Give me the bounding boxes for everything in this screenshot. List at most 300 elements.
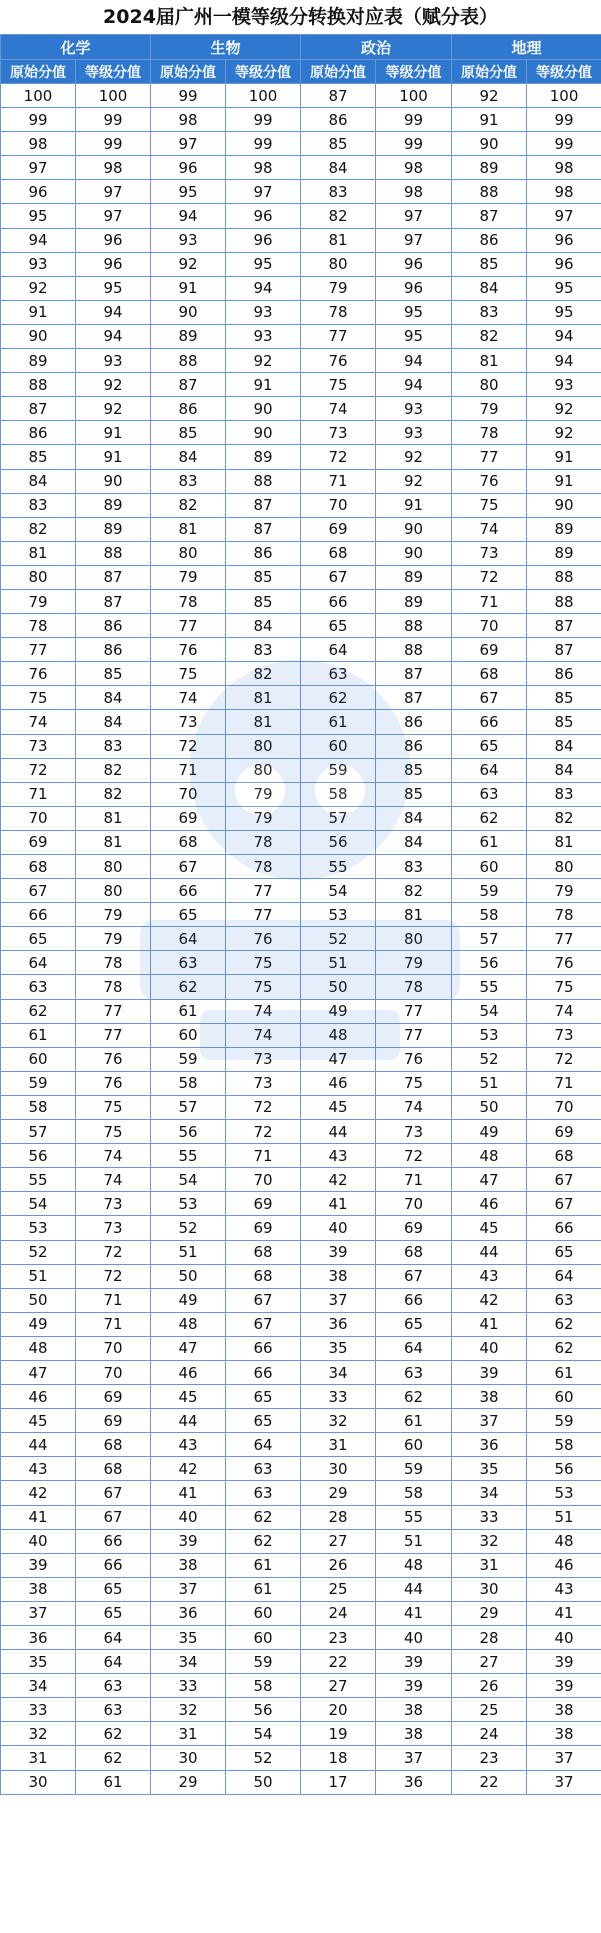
chemistry-grade-cell: 95 [76,276,151,300]
geography-raw-cell: 56 [452,951,527,975]
geography-raw-cell: 54 [452,999,527,1023]
chemistry-grade-cell: 93 [76,349,151,373]
geography-raw-cell: 47 [452,1168,527,1192]
table-body [1,84,601,1795]
chemistry-raw-cell: 78 [1,614,76,638]
grade-score-header: 等级分值 [76,60,151,84]
chemistry-raw-cell: 76 [1,662,76,686]
biology-raw-cell: 73 [151,710,226,734]
chemistry-raw-cell: 85 [1,445,76,469]
geography-grade-cell: 78 [527,903,601,927]
biology-grade-cell: 90 [226,397,301,421]
politics-grade-cell: 70 [376,1192,452,1216]
biology-raw-cell: 74 [151,686,226,710]
chemistry-raw-cell: 35 [1,1650,76,1674]
geography-grade-cell: 96 [527,252,601,276]
geography-grade-cell: 88 [527,589,601,613]
geography-raw-cell: 89 [452,156,527,180]
politics-raw-cell: 50 [301,975,376,999]
geography-raw-cell: 30 [452,1577,527,1601]
geography-raw-cell: 45 [452,1216,527,1240]
politics-grade-cell: 84 [376,806,452,830]
biology-raw-cell: 44 [151,1409,226,1433]
politics-raw-cell: 32 [301,1409,376,1433]
table-row [1,1481,601,1505]
biology-raw-cell: 47 [151,1336,226,1360]
politics-grade-cell: 67 [376,1264,452,1288]
chemistry-raw-cell: 30 [1,1770,76,1794]
chemistry-grade-cell: 92 [76,397,151,421]
geography-grade-cell: 59 [527,1409,601,1433]
subject-header-geography: 地理 [452,35,601,60]
table-row [1,1626,601,1650]
table-row [1,1577,601,1601]
table-row [1,1601,601,1625]
chemistry-grade-cell: 86 [76,638,151,662]
biology-raw-cell: 67 [151,855,226,879]
politics-raw-cell: 31 [301,1433,376,1457]
geography-grade-cell: 95 [527,300,601,324]
table-row [1,830,601,854]
geography-raw-cell: 52 [452,1047,527,1071]
chemistry-grade-cell: 96 [76,252,151,276]
geography-raw-cell: 38 [452,1385,527,1409]
table-row [1,1770,601,1794]
chemistry-raw-cell: 42 [1,1481,76,1505]
biology-grade-cell: 65 [226,1385,301,1409]
politics-raw-cell: 59 [301,758,376,782]
table-row [1,710,601,734]
politics-grade-cell: 82 [376,879,452,903]
biology-raw-cell: 92 [151,252,226,276]
biology-grade-cell: 56 [226,1698,301,1722]
politics-grade-cell: 83 [376,855,452,879]
chemistry-grade-cell: 74 [76,1144,151,1168]
politics-raw-cell: 22 [301,1650,376,1674]
chemistry-raw-cell: 61 [1,1023,76,1047]
politics-raw-cell: 43 [301,1144,376,1168]
table-row [1,1047,601,1071]
chemistry-grade-cell: 73 [76,1192,151,1216]
biology-raw-cell: 84 [151,445,226,469]
geography-raw-cell: 49 [452,1120,527,1144]
chemistry-raw-cell: 90 [1,324,76,348]
politics-grade-cell: 73 [376,1120,452,1144]
chemistry-raw-cell: 60 [1,1047,76,1071]
chemistry-raw-cell: 53 [1,1216,76,1240]
biology-grade-cell: 65 [226,1409,301,1433]
chemistry-raw-cell: 43 [1,1457,76,1481]
geography-grade-cell: 90 [527,493,601,517]
politics-raw-cell: 51 [301,951,376,975]
chemistry-grade-cell: 67 [76,1505,151,1529]
chemistry-grade-cell: 65 [76,1577,151,1601]
chemistry-grade-cell: 71 [76,1288,151,1312]
biology-grade-cell: 72 [226,1095,301,1119]
politics-raw-cell: 56 [301,830,376,854]
geography-raw-cell: 87 [452,204,527,228]
politics-grade-cell: 65 [376,1312,452,1336]
biology-raw-cell: 37 [151,1577,226,1601]
table-row [1,1433,601,1457]
geography-raw-cell: 82 [452,324,527,348]
biology-grade-cell: 62 [226,1529,301,1553]
geography-raw-cell: 44 [452,1240,527,1264]
chemistry-grade-cell: 64 [76,1626,151,1650]
geography-raw-cell: 83 [452,300,527,324]
table-row [1,1674,601,1698]
biology-grade-cell: 80 [226,734,301,758]
geography-grade-cell: 64 [527,1264,601,1288]
geography-grade-cell: 76 [527,951,601,975]
politics-raw-cell: 75 [301,373,376,397]
politics-grade-cell: 81 [376,903,452,927]
geography-grade-cell: 99 [527,108,601,132]
grade-score-header: 等级分值 [376,60,452,84]
biology-raw-cell: 35 [151,1626,226,1650]
chemistry-grade-cell: 82 [76,782,151,806]
biology-grade-cell: 81 [226,686,301,710]
politics-grade-cell: 62 [376,1385,452,1409]
geography-grade-cell: 92 [527,397,601,421]
chemistry-grade-cell: 72 [76,1240,151,1264]
biology-raw-cell: 30 [151,1746,226,1770]
biology-raw-cell: 32 [151,1698,226,1722]
chemistry-grade-cell: 72 [76,1264,151,1288]
chemistry-grade-cell: 79 [76,903,151,927]
politics-raw-cell: 23 [301,1626,376,1650]
geography-grade-cell: 85 [527,686,601,710]
geography-raw-cell: 69 [452,638,527,662]
biology-grade-cell: 73 [226,1071,301,1095]
politics-grade-cell: 93 [376,397,452,421]
conversion-table [0,34,601,1795]
biology-grade-cell: 75 [226,951,301,975]
geography-raw-cell: 46 [452,1192,527,1216]
table-row [1,1457,601,1481]
politics-raw-cell: 37 [301,1288,376,1312]
geography-grade-cell: 71 [527,1071,601,1095]
geography-grade-cell: 94 [527,324,601,348]
table-row [1,1650,601,1674]
geography-raw-cell: 57 [452,927,527,951]
politics-grade-cell: 99 [376,132,452,156]
geography-raw-cell: 72 [452,565,527,589]
table-row [1,1023,601,1047]
biology-raw-cell: 96 [151,156,226,180]
politics-grade-cell: 38 [376,1698,452,1722]
biology-grade-cell: 79 [226,806,301,830]
biology-raw-cell: 49 [151,1288,226,1312]
chemistry-grade-cell: 80 [76,879,151,903]
biology-raw-cell: 69 [151,806,226,830]
geography-raw-cell: 86 [452,228,527,252]
politics-grade-cell: 41 [376,1601,452,1625]
geography-raw-cell: 70 [452,614,527,638]
politics-grade-cell: 97 [376,228,452,252]
geography-raw-cell: 58 [452,903,527,927]
geography-grade-cell: 66 [527,1216,601,1240]
geography-raw-cell: 42 [452,1288,527,1312]
politics-grade-cell: 98 [376,180,452,204]
biology-raw-cell: 66 [151,879,226,903]
biology-grade-cell: 72 [226,1120,301,1144]
geography-raw-cell: 28 [452,1626,527,1650]
biology-grade-cell: 81 [226,710,301,734]
chemistry-raw-cell: 52 [1,1240,76,1264]
biology-grade-cell: 96 [226,228,301,252]
table-row [1,324,601,348]
chemistry-grade-cell: 63 [76,1698,151,1722]
chemistry-grade-cell: 98 [76,156,151,180]
biology-grade-cell: 80 [226,758,301,782]
table-row [1,951,601,975]
politics-grade-cell: 96 [376,276,452,300]
geography-raw-cell: 48 [452,1144,527,1168]
geography-grade-cell: 92 [527,421,601,445]
geography-raw-cell: 37 [452,1409,527,1433]
table-row [1,1409,601,1433]
biology-grade-cell: 73 [226,1047,301,1071]
table-row [1,903,601,927]
politics-raw-cell: 78 [301,300,376,324]
biology-grade-cell: 63 [226,1457,301,1481]
politics-grade-cell: 76 [376,1047,452,1071]
table-row [1,108,601,132]
table-row [1,252,601,276]
biology-grade-cell: 54 [226,1722,301,1746]
chemistry-grade-cell: 99 [76,132,151,156]
politics-grade-cell: 75 [376,1071,452,1095]
politics-raw-cell: 80 [301,252,376,276]
biology-raw-cell: 68 [151,830,226,854]
chemistry-raw-cell: 73 [1,734,76,758]
chemistry-raw-cell: 36 [1,1626,76,1650]
biology-grade-cell: 60 [226,1601,301,1625]
chemistry-raw-cell: 86 [1,421,76,445]
biology-raw-cell: 39 [151,1529,226,1553]
politics-raw-cell: 19 [301,1722,376,1746]
table-row [1,156,601,180]
biology-grade-cell: 76 [226,927,301,951]
chemistry-raw-cell: 83 [1,493,76,517]
chemistry-grade-cell: 62 [76,1722,151,1746]
politics-raw-cell: 20 [301,1698,376,1722]
biology-raw-cell: 78 [151,589,226,613]
chemistry-raw-cell: 81 [1,541,76,565]
biology-raw-cell: 83 [151,469,226,493]
geography-grade-cell: 62 [527,1312,601,1336]
politics-grade-cell: 97 [376,204,452,228]
chemistry-raw-cell: 95 [1,204,76,228]
geography-raw-cell: 39 [452,1360,527,1384]
chemistry-grade-cell: 68 [76,1457,151,1481]
biology-raw-cell: 80 [151,541,226,565]
politics-raw-cell: 65 [301,614,376,638]
biology-raw-cell: 65 [151,903,226,927]
politics-raw-cell: 38 [301,1264,376,1288]
biology-grade-cell: 75 [226,975,301,999]
biology-raw-cell: 38 [151,1553,226,1577]
chemistry-raw-cell: 40 [1,1529,76,1553]
biology-raw-cell: 77 [151,614,226,638]
politics-grade-cell: 59 [376,1457,452,1481]
politics-grade-cell: 68 [376,1240,452,1264]
politics-grade-cell: 69 [376,1216,452,1240]
politics-grade-cell: 48 [376,1553,452,1577]
biology-grade-cell: 96 [226,204,301,228]
geography-grade-cell: 41 [527,1601,601,1625]
biology-raw-cell: 56 [151,1120,226,1144]
table-row [1,1168,601,1192]
table-row [1,1071,601,1095]
politics-grade-cell: 64 [376,1336,452,1360]
politics-raw-cell: 18 [301,1746,376,1770]
chemistry-grade-cell: 91 [76,421,151,445]
biology-raw-cell: 61 [151,999,226,1023]
biology-raw-cell: 63 [151,951,226,975]
biology-grade-cell: 94 [226,276,301,300]
geography-grade-cell: 67 [527,1192,601,1216]
biology-grade-cell: 67 [226,1288,301,1312]
geography-grade-cell: 87 [527,614,601,638]
table-row [1,1529,601,1553]
biology-raw-cell: 93 [151,228,226,252]
table-row [1,397,601,421]
biology-grade-cell: 61 [226,1577,301,1601]
biology-grade-cell: 66 [226,1336,301,1360]
politics-grade-cell: 85 [376,758,452,782]
biology-grade-cell: 64 [226,1433,301,1457]
biology-grade-cell: 93 [226,324,301,348]
biology-grade-cell: 87 [226,493,301,517]
politics-raw-cell: 55 [301,855,376,879]
table-row [1,855,601,879]
politics-grade-cell: 95 [376,300,452,324]
table-row [1,1144,601,1168]
geography-grade-cell: 85 [527,710,601,734]
biology-raw-cell: 41 [151,1481,226,1505]
table-row [1,349,601,373]
geography-grade-cell: 80 [527,855,601,879]
biology-raw-cell: 60 [151,1023,226,1047]
geography-grade-cell: 62 [527,1336,601,1360]
biology-grade-cell: 82 [226,662,301,686]
biology-raw-cell: 43 [151,1433,226,1457]
chemistry-grade-cell: 62 [76,1746,151,1770]
biology-grade-cell: 71 [226,1144,301,1168]
geography-raw-cell: 51 [452,1071,527,1095]
geography-raw-cell: 22 [452,1770,527,1794]
geography-grade-cell: 38 [527,1698,601,1722]
chemistry-raw-cell: 58 [1,1095,76,1119]
geography-raw-cell: 68 [452,662,527,686]
biology-grade-cell: 84 [226,614,301,638]
table-row [1,782,601,806]
biology-raw-cell: 95 [151,180,226,204]
chemistry-raw-cell: 64 [1,951,76,975]
politics-raw-cell: 47 [301,1047,376,1071]
chemistry-grade-cell: 77 [76,999,151,1023]
chemistry-grade-cell: 82 [76,758,151,782]
chemistry-grade-cell: 96 [76,228,151,252]
geography-raw-cell: 34 [452,1481,527,1505]
politics-grade-cell: 92 [376,445,452,469]
biology-grade-cell: 85 [226,565,301,589]
chemistry-raw-cell: 62 [1,999,76,1023]
chemistry-grade-cell: 83 [76,734,151,758]
politics-raw-cell: 82 [301,204,376,228]
chemistry-raw-cell: 94 [1,228,76,252]
politics-raw-cell: 40 [301,1216,376,1240]
politics-grade-cell: 36 [376,1770,452,1794]
geography-raw-cell: 35 [452,1457,527,1481]
politics-grade-cell: 44 [376,1577,452,1601]
biology-raw-cell: 59 [151,1047,226,1071]
table-row [1,469,601,493]
politics-grade-cell: 40 [376,1626,452,1650]
biology-raw-cell: 40 [151,1505,226,1529]
table-row [1,1288,601,1312]
chemistry-grade-cell: 77 [76,1023,151,1047]
chemistry-grade-cell: 71 [76,1312,151,1336]
chemistry-grade-cell: 66 [76,1529,151,1553]
biology-raw-cell: 99 [151,84,226,108]
chemistry-grade-cell: 63 [76,1674,151,1698]
politics-raw-cell: 53 [301,903,376,927]
geography-grade-cell: 48 [527,1529,601,1553]
biology-grade-cell: 99 [226,132,301,156]
subject-header-row [1,35,601,60]
geography-raw-cell: 66 [452,710,527,734]
chemistry-raw-cell: 57 [1,1120,76,1144]
politics-raw-cell: 76 [301,349,376,373]
biology-grade-cell: 90 [226,421,301,445]
geography-grade-cell: 79 [527,879,601,903]
chemistry-raw-cell: 80 [1,565,76,589]
geography-grade-cell: 81 [527,830,601,854]
chemistry-grade-cell: 65 [76,1601,151,1625]
politics-raw-cell: 70 [301,493,376,517]
geography-grade-cell: 74 [527,999,601,1023]
biology-raw-cell: 79 [151,565,226,589]
geography-raw-cell: 75 [452,493,527,517]
geography-grade-cell: 89 [527,541,601,565]
chemistry-grade-cell: 70 [76,1360,151,1384]
table-row [1,1120,601,1144]
politics-grade-cell: 38 [376,1722,452,1746]
chemistry-grade-cell: 69 [76,1385,151,1409]
chemistry-raw-cell: 71 [1,782,76,806]
geography-grade-cell: 77 [527,927,601,951]
biology-raw-cell: 45 [151,1385,226,1409]
table-row [1,493,601,517]
politics-grade-cell: 74 [376,1095,452,1119]
geography-raw-cell: 71 [452,589,527,613]
chemistry-raw-cell: 55 [1,1168,76,1192]
geography-raw-cell: 77 [452,445,527,469]
chemistry-raw-cell: 92 [1,276,76,300]
chemistry-raw-cell: 100 [1,84,76,108]
geography-grade-cell: 37 [527,1770,601,1794]
politics-grade-cell: 72 [376,1144,452,1168]
geography-raw-cell: 41 [452,1312,527,1336]
table-row [1,1264,601,1288]
biology-raw-cell: 81 [151,517,226,541]
table-row [1,1336,601,1360]
subject-header-chemistry: 化学 [1,35,151,60]
biology-grade-cell: 87 [226,517,301,541]
